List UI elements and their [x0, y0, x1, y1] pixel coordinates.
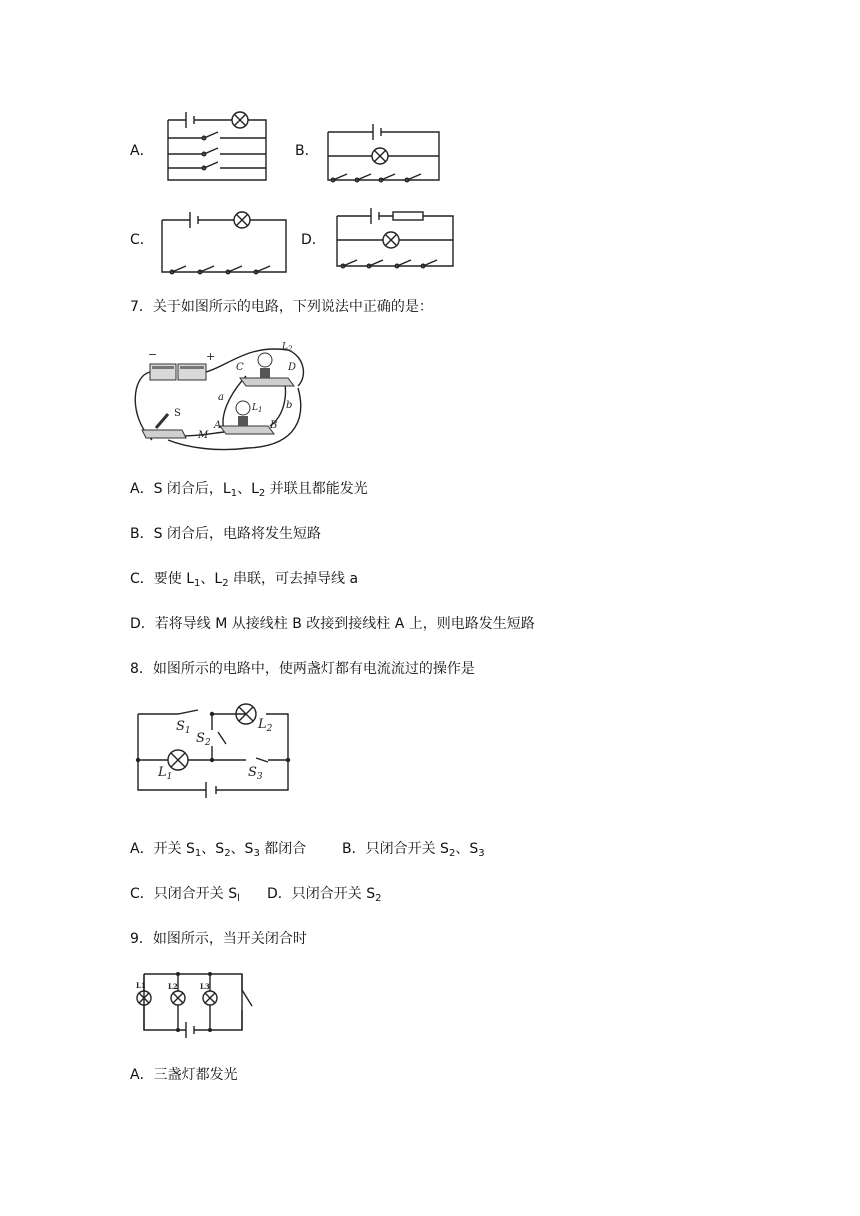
q7-plus-label: + [206, 350, 216, 363]
q9-l2-label: L2 [168, 982, 178, 991]
q6-option-d-label: D． [301, 232, 326, 248]
q9-circuit [134, 968, 258, 1036]
q7-option-b: B．S 闭合后，电路将发生短路 [130, 526, 321, 542]
q7-option-d: D．若将导线 M 从接线柱 B 改接到接线柱 A 上，则电路发生短路 [130, 616, 535, 632]
q7-c-label: C [236, 362, 244, 373]
q6-option-a-circuit [160, 108, 275, 188]
q8-l2-label: $L_2$ [258, 717, 273, 734]
q8-s2-label: $S_2$ [196, 731, 211, 748]
q8-option-d: D．只闭合开关 $S_2$ [267, 886, 382, 904]
q7-b-terminal-label: B [270, 420, 278, 431]
q6-option-a-label: A． [130, 143, 154, 159]
q6-option-c-circuit [158, 206, 290, 276]
q7-stem: 7．关于如图所示的电路，下列说法中正确的是： [130, 299, 433, 315]
q7-m-label: M [198, 430, 209, 441]
q8-s3-label: $S_3$ [248, 765, 263, 782]
q6-option-b-label: B． [295, 143, 319, 159]
q8-stem: 8．如图所示的电路中，使两盏灯都有电流流过的操作是 [130, 661, 475, 677]
q7-circuit-photo [128, 336, 308, 456]
q8-option-b: B．只闭合开关 $S_2$、$S_3$ [342, 841, 485, 859]
q8-option-a: A．开关 $S_1$、$S_2$、$S_3$ 都闭合 [130, 841, 307, 859]
q7-d-label: D [288, 362, 297, 373]
q8-circuit [134, 700, 292, 800]
q7-a-terminal-label: A [214, 420, 222, 431]
q7-option-a: A．S 闭合后，$L_1$、$L_2$ 并联且都能发光 [130, 481, 368, 499]
q9-stem: 9．如图所示，当开关闭合时 [130, 931, 307, 947]
q6-option-b-circuit [325, 122, 443, 184]
q7-wire-a-label: a [218, 392, 224, 403]
q9-l3-label: L3 [200, 982, 210, 991]
q9-option-a: A．三盏灯都发光 [130, 1067, 238, 1083]
q8-l1-label: $L_1$ [158, 765, 173, 782]
q6-option-d-circuit [333, 206, 457, 270]
q7-option-c: C．要使 $L_1$、$L_2$ 串联，可去掉导线 a [130, 571, 359, 589]
q9-l1-label: L1 [136, 981, 146, 990]
q7-l2-label: $L_2$ [282, 342, 293, 353]
q7-minus-label: − [148, 348, 158, 361]
q7-wire-b-label: b [286, 400, 293, 411]
q7-s-label: S [174, 408, 181, 419]
q8-option-c: C．只闭合开关 $S_l$ [130, 886, 240, 904]
q6-option-c-label: C． [130, 232, 154, 248]
q7-l1-label: $L_1$ [252, 403, 263, 414]
q8-s1-label: $S_1$ [176, 719, 191, 736]
